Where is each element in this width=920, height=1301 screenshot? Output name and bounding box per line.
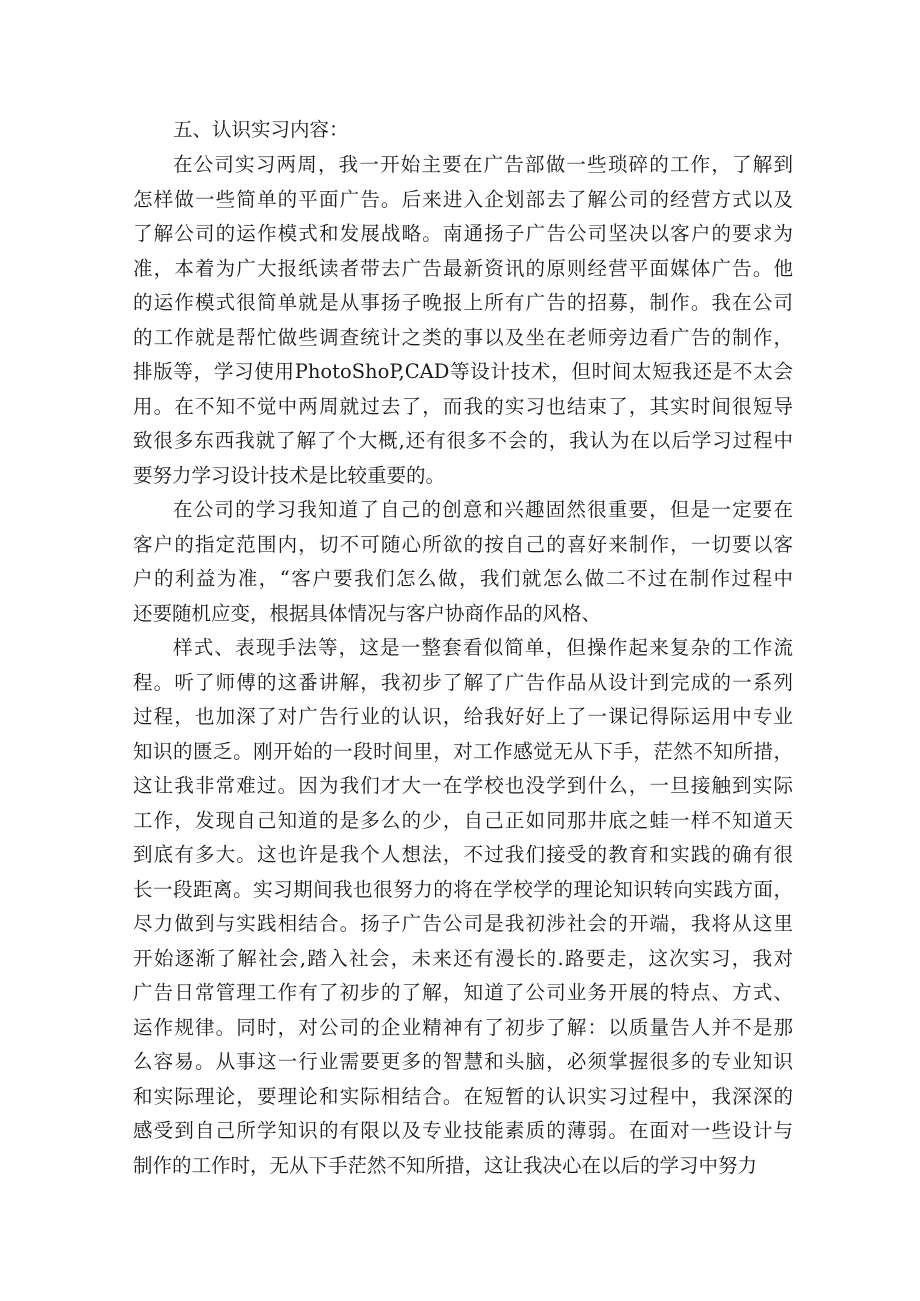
paragraph-line: 运作规律。同时，对公司的企业精神有了初步了解：以质量告人并不是那 xyxy=(133,1015,793,1039)
paragraph-line: 致很多东西我就了解了个大概,还有很多不会的，我认为在以后学习过程中 xyxy=(133,429,793,452)
paragraph-line: 制作的工作时，无从下手茫然不知所措，这让我决心在以后的学习中努力 xyxy=(133,1153,758,1177)
paragraph-container xyxy=(133,148,793,1183)
paragraph-line: 的工作就是帮忙做些调查统计之类的事以及坐在老师旁边看广告的制作， xyxy=(133,325,793,349)
paragraph-line: 么容易。从事这一行业需要更多的智慧和头脑，必须掌握很多的专业知识 xyxy=(133,1050,793,1073)
paragraph-line: 要努力学习设计技术是比较重要的。 xyxy=(133,463,446,487)
paragraph-line: 排版等，学习使用PhotoShoP,CAD等设计技术，但时间太短我还是不太会 xyxy=(133,360,793,383)
paragraph xyxy=(133,493,793,631)
paragraph-line: 程。听了师傅的这番讲解，我初步了解了广告作品从设计到完成的一系列 xyxy=(133,670,793,694)
paragraph xyxy=(133,631,793,1183)
paragraph-line: 广告日常管理工作有了初步的了解，知道了公司业务开展的特点、方式、 xyxy=(133,981,793,1004)
paragraph-line: 知识的匮乏。刚开始的一段时间里，对工作感觉无从下手，茫然不知所措， xyxy=(133,739,793,763)
paragraph-line: 用。在不知不觉中两周就过去了，而我的实习也结束了，其实时间很短导 xyxy=(133,394,793,418)
paragraph xyxy=(133,148,793,493)
paragraph-line: 还要随机应变，根据具体情况与客户协商作品的风格、 xyxy=(133,601,602,625)
paragraph-line: 在公司实习两周，我一开始主要在广告部做一些琐碎的工作，了解到 xyxy=(173,153,793,176)
paragraph-line: 的运作模式很简单就是从事扬子晚报上所有广告的招募，制作。我在公司 xyxy=(133,291,793,314)
paragraph-line: 开始逐渐了解社会,踏入社会，未来还有漫长的.路要走，这次实习，我对 xyxy=(133,946,793,970)
paragraph-line: 准，本着为广大报纸读者带去广告最新资讯的原则经营平面媒体广告。他 xyxy=(133,256,793,280)
paragraph-line: 了解公司的运作模式和发展战略。南通扬子广告公司坚决以客户的要求为 xyxy=(133,222,793,245)
paragraph-line: 长一段距离。实习期间我也很努力的将在学校学的理论知识转向实践方面， xyxy=(133,877,793,901)
paragraph-line: 户的利益为准，“客户要我们怎么做，我们就怎么做二不过在制作过程中 xyxy=(133,567,793,590)
paragraph-line: 工作，发现自己知道的是多么的少，自己正如同那井底之蛙一样不知道天 xyxy=(133,808,793,832)
paragraph-line: 怎样做一些简单的平面广告。后来进入企划部去了解公司的经营方式以及 xyxy=(133,187,793,211)
document-body xyxy=(133,112,793,1183)
paragraph-line: 样式、表现手法等，这是一整套看似简单，但操作起来复杂的工作流 xyxy=(173,636,793,659)
paragraph-line: 感受到自己所学知识的有限以及专业技能素质的薄弱。在面对一些设计与 xyxy=(133,1119,793,1142)
paragraph-line: 在公司的学习我知道了自己的创意和兴趣固然很重要，但是一定要在 xyxy=(173,498,793,521)
paragraph-line: 过程，也加深了对广告行业的认识，给我好好上了一课记得际运用中专业 xyxy=(133,705,793,728)
paragraph-line: 客户的指定范围内，切不可随心所欲的按自己的喜好来制作，一切要以客 xyxy=(133,532,793,556)
paragraph-line: 和实际理论，要理论和实际相结合。在短暂的认识实习过程中，我深深的 xyxy=(133,1084,793,1108)
paragraph-line: 尽力做到与实践相结合。扬子广告公司是我初涉社会的开端，我将从这里 xyxy=(133,912,793,935)
section-heading: 五、认识实习内容： xyxy=(173,118,349,141)
paragraph-line: 到底有多大。这也许是我个人想法，不过我们接受的教育和实践的确有很 xyxy=(133,843,793,866)
paragraph-line: 这让我非常难过。因为我们才大一在学校也没学到什么，一旦接触到实际 xyxy=(133,774,793,797)
